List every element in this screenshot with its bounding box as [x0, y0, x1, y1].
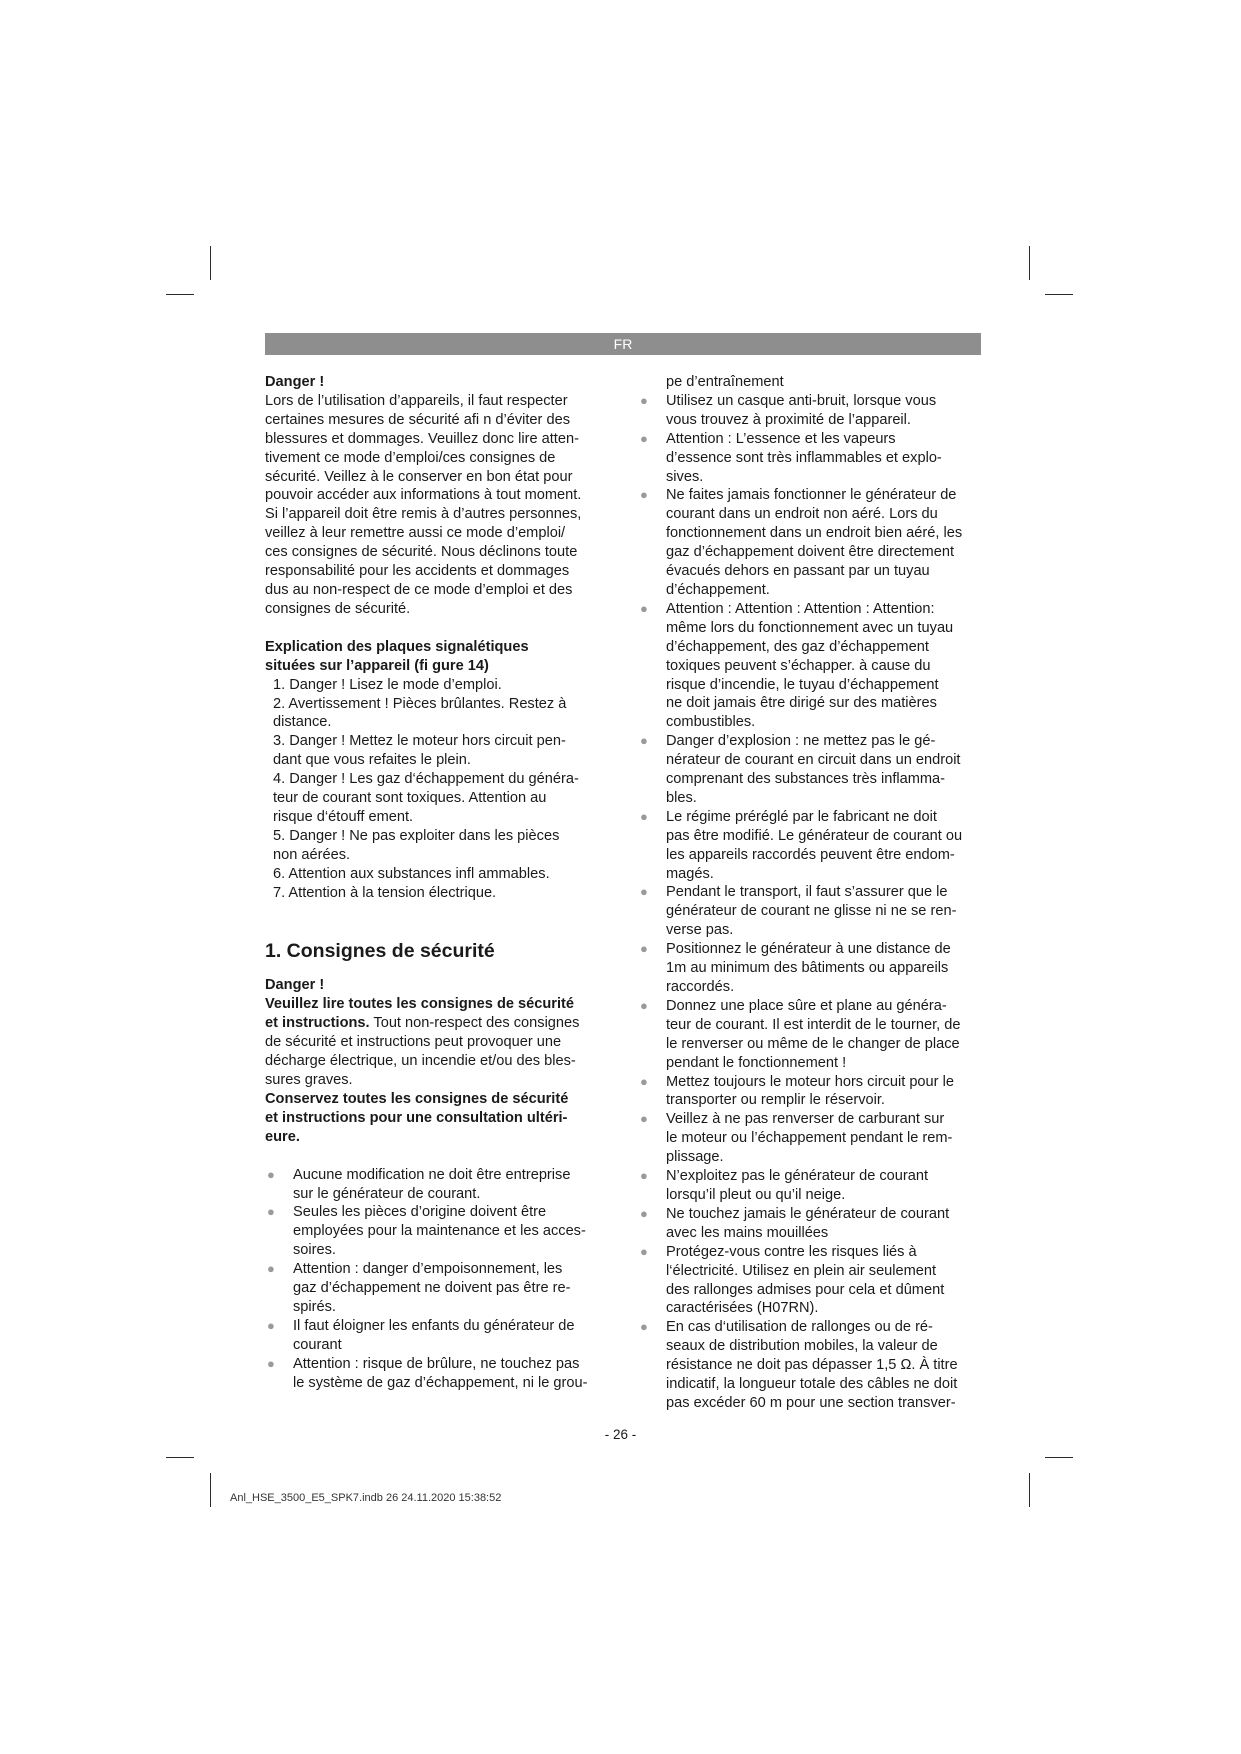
bullet-icon: ●: [640, 808, 648, 824]
crop-mark: [166, 1457, 194, 1458]
text-line: et instructions pour une consultation ultéri-: [265, 1109, 568, 1126]
text-line: Veillez à ne pas renverser de carburant sur: [666, 1111, 945, 1128]
text-line: Le régime préréglé par le fabricant ne doit: [666, 808, 937, 825]
text-line: verse pas.: [666, 922, 734, 939]
text-line: de sécurité et instructions peut provoquer une: [265, 1034, 562, 1051]
text-line: évacués dehors en passant par un tuyau: [666, 563, 930, 580]
bullet-item: [638, 1110, 985, 1167]
text-line: d’essence sont très inflammables et explo-: [666, 449, 942, 466]
text-line: Explication des plaques signalétiques: [265, 638, 529, 655]
bullet-icon: ●: [640, 1243, 648, 1259]
text-line: fonctionnement dans un endroit bien aéré, les: [666, 525, 963, 542]
text-line: dant que vous refaites le plein.: [273, 752, 471, 769]
text-line: veillez à leur remettre aussi ce mode d’emploi/: [265, 525, 566, 542]
text-line: Il faut éloigner les enfants du générateur de: [293, 1317, 575, 1334]
page-number: - 26 -: [604, 1427, 637, 1442]
text-line: Lors de l’utilisation d’appareils, il faut respecter: [265, 392, 568, 409]
file-info: Anl_HSE_3500_E5_SPK7.indb 26 24.11.2020 15:38:52: [230, 1492, 502, 1504]
bullet-item: [638, 1318, 985, 1413]
text-line: Danger d’explosion : ne mettez pas le gé-: [666, 733, 936, 750]
bullet-item: [638, 732, 985, 808]
bullet-icon: ●: [640, 1319, 648, 1335]
text-line: Pendant le transport, il faut s’assurer que le: [666, 884, 948, 901]
text-line: le moteur ou l’échappement pendant le rem-: [666, 1130, 953, 1147]
text-line: résistance ne doit pas dépasser 1,5 Ω. À titre: [666, 1357, 958, 1374]
bullet-item: [638, 392, 985, 430]
text-line: 1. Danger ! Lisez le mode d’emploi.: [273, 676, 502, 693]
text-line: employées pour la maintenance et les acces-: [293, 1223, 586, 1240]
bullet-item: [638, 940, 985, 997]
text-line: des rallonges admises pour cela et dûment: [666, 1281, 945, 1298]
text-line: sures graves.: [265, 1072, 353, 1088]
text-line: tivement ce mode d’emploi/ces consignes de: [265, 449, 556, 466]
left-column: [265, 373, 615, 1393]
bullet-icon: ●: [640, 430, 648, 446]
bullet-item: [638, 600, 985, 732]
bullet-icon: ●: [640, 487, 648, 503]
text-line: et instructions.: [265, 1015, 370, 1032]
text-line: teur de courant. Il est interdit de le tourner, de: [666, 1016, 961, 1033]
text-line: seaux de distribution mobiles, la valeur de: [666, 1338, 938, 1355]
text-line: dus au non-respect de ce mode d’emploi et des: [265, 581, 573, 598]
plate-item: [265, 884, 615, 903]
text-line: le système de gaz d’échappement, ni le grou-: [293, 1374, 588, 1391]
text-line: Veuillez lire toutes les consignes de sécurité: [265, 996, 575, 1013]
continuation-text: pe d’entraînement: [666, 374, 784, 390]
text-line: Ne touchez jamais le générateur de courant: [666, 1205, 950, 1222]
intro-paragraph: [265, 392, 615, 619]
text-line: Seules les pièces d’origine doivent être: [293, 1204, 547, 1221]
text-line: même lors du fonctionnement avec un tuyau: [666, 619, 954, 636]
text-line: courant dans un endroit non aéré. Lors du: [666, 506, 938, 523]
text-line: sécurité. Veillez à le conserver en bon état pour: [265, 468, 573, 485]
text-line: pendant le fonctionnement !: [666, 1054, 847, 1071]
text-line: Positionnez le générateur à une distance de: [666, 941, 951, 958]
text-line: Ne faites jamais fonctionner le générateur de: [666, 487, 957, 504]
text-line: Utilisez un casque anti-bruit, lorsque vous: [666, 392, 937, 409]
read-instructions-paragraph: [265, 995, 615, 1090]
text-line: lorsqu’il pleut ou qu’il neige.: [666, 1186, 846, 1203]
text-line: 5. Danger ! Ne pas exploiter dans les pièces: [273, 827, 560, 844]
text-line: Tout non-respect des consignes: [369, 1015, 580, 1032]
text-line: combustibles.: [666, 714, 756, 731]
bullet-icon: ●: [640, 1205, 648, 1221]
text-line: courant: [293, 1336, 342, 1353]
bullet-item: [638, 997, 985, 1073]
text-line: consignes de sécurité.: [265, 600, 411, 617]
text-line: blessures et dommages. Veuillez donc lire atten-: [265, 430, 579, 447]
bullet-item: [265, 1355, 615, 1393]
safety-bullet-list: [265, 1166, 615, 1393]
text-line: N’exploitez pas le générateur de courant: [666, 1168, 929, 1185]
plate-item: [265, 676, 615, 695]
text-line: En cas d‘utilisation de rallonges ou de ré-: [666, 1319, 933, 1336]
bullet-icon: ●: [640, 1168, 648, 1184]
text-line: Aucune modification ne doit être entreprise: [293, 1166, 571, 1183]
text-line: transporter ou remplir le réservoir.: [666, 1092, 885, 1109]
crop-mark: [210, 1473, 211, 1507]
bullet-icon: ●: [640, 884, 648, 900]
text-line: comprenant des substances très inflamma-: [666, 771, 946, 788]
bullet-icon: ●: [640, 1111, 648, 1127]
text-line: magés.: [666, 865, 714, 882]
text-line: gaz d’échappement doivent être directement: [666, 544, 954, 561]
language-label: FR: [613, 336, 633, 352]
text-line: risque d’incendie, le tuyau d’échappement: [666, 676, 939, 693]
section-title: 1. Consignes de sécurité: [265, 940, 495, 963]
text-line: soires.: [293, 1242, 336, 1259]
text-line: distance.: [273, 714, 332, 731]
text-line: nérateur de courant en circuit dans un endroit: [666, 752, 961, 769]
bullet-icon: ●: [267, 1166, 275, 1182]
text-line: Conservez toutes les consignes de sécurité: [265, 1090, 569, 1107]
crop-mark: [210, 246, 211, 280]
text-line: Attention : danger d’empoisonnement, les: [293, 1261, 563, 1278]
bullet-icon: ●: [640, 997, 648, 1013]
bullet-icon: ●: [267, 1317, 275, 1333]
bullet-icon: ●: [640, 600, 648, 616]
language-header: [265, 333, 981, 355]
text-line: ne doit jamais être dirigé sur des matières: [666, 695, 937, 712]
text-line: 1m au minimum des bâtiments ou appareils: [666, 960, 949, 977]
bullet-item: [265, 1317, 615, 1355]
text-line: vous trouvez à proximité de l’appareil.: [666, 411, 911, 428]
text-line: gaz d’échappement ne doivent pas être re-: [293, 1280, 571, 1297]
text-line: 4. Danger ! Les gaz d‘échappement du généra-: [273, 771, 579, 788]
text-line: indicatif, la longueur totale des câbles ne doit: [666, 1376, 958, 1393]
bullet-icon: ●: [267, 1204, 275, 1220]
plate-item: [265, 695, 615, 733]
text-line: caractérisées (H07RN).: [666, 1300, 819, 1317]
text-line: non aérées.: [273, 846, 351, 863]
text-line: situées sur l’appareil (fi gure 14): [265, 657, 489, 674]
danger-heading: Danger !: [265, 977, 325, 994]
right-column: [638, 373, 985, 1413]
crop-mark: [1045, 1457, 1073, 1458]
crop-mark: [166, 294, 194, 295]
text-line: sives.: [666, 468, 704, 485]
text-line: risque d‘étouff ement.: [273, 808, 414, 825]
plates-list: [265, 676, 615, 903]
bullet-item: [638, 1243, 985, 1319]
plate-item: [265, 865, 615, 884]
text-line: teur de courant sont toxiques. Attention au: [273, 790, 547, 807]
bullet-item: [638, 486, 985, 599]
bullet-item: [638, 883, 985, 940]
text-line: 7. Attention à la tension électrique.: [273, 884, 497, 901]
bullet-icon: ●: [640, 392, 648, 408]
text-line: sur le générateur de courant.: [293, 1185, 481, 1202]
bullet-icon: ●: [267, 1261, 275, 1277]
plates-heading: [265, 638, 615, 676]
text-line: le renverser ou même de le changer de place: [666, 1035, 960, 1052]
text-line: 3. Danger ! Mettez le moteur hors circuit pen-: [273, 733, 566, 750]
text-line: responsabilité pour les accidents et dommages: [265, 563, 570, 580]
plate-item: [265, 770, 615, 827]
crop-mark: [1029, 1473, 1030, 1507]
text-line: d’échappement, des gaz d’échappement: [666, 638, 929, 655]
bullet-item: [638, 430, 985, 487]
text-line: Donnez une place sûre et plane au généra-: [666, 997, 947, 1014]
text-line: Si l’appareil doit être remis à d’autres personnes,: [265, 506, 582, 523]
text-line: Mettez toujours le moteur hors circuit pour le: [666, 1073, 954, 1090]
text-line: décharge électrique, un incendie et/ou des bles-: [265, 1053, 576, 1070]
text-line: toxiques peuvent s’échapper. à cause du: [666, 657, 931, 674]
crop-mark: [1045, 294, 1073, 295]
bullet-icon: ●: [640, 941, 648, 957]
text-line: Attention : L’essence et les vapeurs: [666, 430, 896, 447]
text-line: pas excéder 60 m pour une section transver-: [666, 1394, 956, 1411]
text-line: 6. Attention aux substances infl ammables.: [273, 865, 550, 882]
text-line: certaines mesures de sécurité afi n d’éviter des: [265, 411, 570, 428]
bullet-item: [638, 1205, 985, 1243]
intro-heading: Danger !: [265, 374, 325, 390]
text-line: l‘électricité. Utilisez en plein air seulement: [666, 1262, 937, 1279]
text-line: d’échappement.: [666, 581, 770, 598]
text-line: les appareils raccordés peuvent être endom-: [666, 846, 955, 863]
text-line: Attention : Attention : Attention : Attention:: [666, 600, 935, 617]
text-line: bles.: [666, 789, 697, 806]
text-line: eure.: [265, 1128, 300, 1145]
text-line: Protégez-vous contre les risques liés à: [666, 1243, 917, 1260]
text-line: 2. Avertissement ! Pièces brûlantes. Restez à: [273, 695, 567, 712]
bullet-item: [638, 1167, 985, 1205]
plate-item: [265, 827, 615, 865]
bullet-item: [265, 1166, 615, 1204]
text-line: plissage.: [666, 1149, 724, 1166]
text-line: générateur de courant ne glisse ni ne se ren-: [666, 903, 957, 920]
bullet-item: [265, 1203, 615, 1260]
text-line: pouvoir accéder aux informations à tout moment.: [265, 487, 582, 504]
safety-bullet-list: [638, 392, 985, 1413]
text-line: raccordés.: [666, 979, 735, 995]
text-line: avec les mains mouillées: [666, 1224, 829, 1241]
plate-item: [265, 732, 615, 770]
text-line: Attention : risque de brûlure, ne touchez pas: [293, 1355, 580, 1372]
bullet-icon: ●: [640, 733, 648, 749]
text-line: spirés.: [293, 1298, 336, 1315]
keep-instructions-paragraph: [265, 1090, 615, 1147]
text-line: ces consignes de sécurité. Nous déclinons toute: [265, 544, 578, 561]
bullet-icon: ●: [640, 1073, 648, 1089]
crop-mark: [1029, 246, 1030, 280]
bullet-item: [638, 1073, 985, 1111]
text-line: pas être modifié. Le générateur de courant ou: [666, 827, 963, 844]
bullet-icon: ●: [267, 1355, 275, 1371]
bullet-item: [265, 1260, 615, 1317]
bullet-item: [638, 808, 985, 884]
